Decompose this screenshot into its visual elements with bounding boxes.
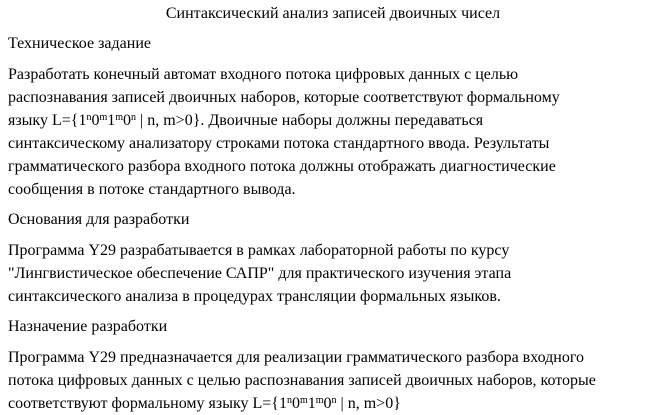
formula-exponent: n xyxy=(331,395,337,406)
formula-exponent: n xyxy=(286,395,292,406)
text-line: грамматического разбора входного потока должны отображать диагностические xyxy=(8,158,556,175)
formula-exponent: m xyxy=(115,112,124,123)
formula-exponent: n xyxy=(86,112,92,123)
formula-suffix: | n, m>0} xyxy=(336,395,401,412)
formula-prefix: языку L={1 xyxy=(8,112,87,129)
formula-digit: 0 xyxy=(123,112,132,129)
text-line: распознавания записей двоичных наборов, которые соответствуют формальному xyxy=(8,89,560,106)
formula-digit: 1 xyxy=(107,112,116,129)
page-title: Синтаксический анализ записей двоичных чисел xyxy=(165,5,501,22)
formula-exponent: m xyxy=(299,395,308,406)
text-line: Разработать конечный автомат входного потока цифровых данных с целью xyxy=(8,66,519,83)
section-body-technical-task xyxy=(8,63,658,201)
formula-digit: 0 xyxy=(323,395,332,412)
formula-suffix: | n, m>0}. Двоичные наборы должны передаваться xyxy=(136,112,484,129)
formula-exponent: n xyxy=(131,112,137,123)
text-line: потока цифровых данных с целью распознавания записей двоичных наборов, которые xyxy=(8,372,596,389)
formula-line xyxy=(8,109,658,132)
text-line: "Лингвистическое обеспечение САПР" для практического изучения этапа xyxy=(8,265,512,282)
text-line: синтаксического анализа в процедурах трансляции формальных языков. xyxy=(8,288,501,305)
section-heading-technical-task: Техническое задание xyxy=(8,35,151,52)
section-heading-purpose: Назначение разработки xyxy=(8,318,168,335)
formula-digit: 1 xyxy=(307,395,316,412)
formula-digit: 0 xyxy=(91,112,100,129)
formula-line xyxy=(8,392,658,415)
formula-exponent: m xyxy=(99,112,108,123)
text-line: Программа Y29 разрабатывается в рамках лабораторной работы по курсу xyxy=(8,242,510,259)
text-line: синтаксическому анализатору строками потока стандартного ввода. Результаты xyxy=(8,135,550,152)
text-line: сообщения в потоке стандартного вывода. xyxy=(8,181,296,198)
section-body-basis xyxy=(8,239,658,308)
section-body-purpose xyxy=(8,346,658,415)
section-heading-basis: Основания для разработки xyxy=(8,211,190,228)
formula-prefix: соответствуют формальному языку L={1 xyxy=(8,395,287,412)
formula-digit: 0 xyxy=(291,395,300,412)
text-line: Программа Y29 предназначается для реализации грамматического разбора входного xyxy=(8,349,585,366)
formula-exponent: m xyxy=(315,395,324,406)
